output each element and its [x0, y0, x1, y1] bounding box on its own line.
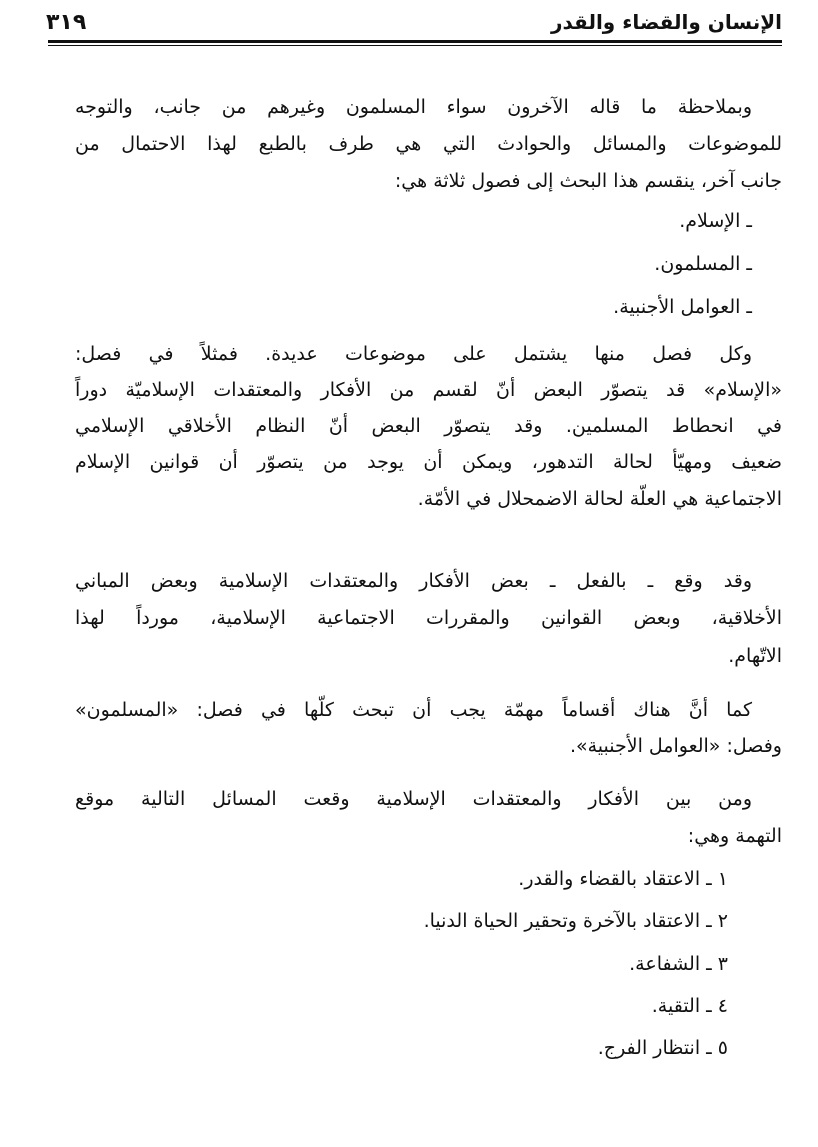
header-rule-thin [48, 45, 782, 46]
list-item: ٤ ـ التقية. [651, 995, 728, 1017]
list-item: ـ المسلمون. [654, 253, 752, 275]
list-item: ٢ ـ الاعتقاد بالآخرة وتحقير الحياة الدنيا. [423, 910, 728, 932]
page-number: ٣١٩ [46, 10, 87, 35]
text-line: الأخلاقية، وبعض القوانين والمقررات الاجتماعية الإسلامية، مورداً لهذا [75, 607, 782, 629]
list-item: ٣ ـ الشفاعة. [629, 953, 728, 975]
list-item: ٥ ـ انتظار الفرج. [597, 1037, 728, 1059]
text-line: ومن بين الأفكار والمعتقدات الإسلامية وقعت المسائل التالية موقع [75, 788, 752, 810]
list-item: ـ الإسلام. [679, 210, 752, 232]
text-line: التهمة وهي: [687, 825, 782, 847]
text-line: وبملاحظة ما قاله الآخرون سواء المسلمون وغيرهم من جانب، والتوجه [75, 96, 752, 118]
text-line: في انحطاط المسلمين. وقد يتصوّر البعض أنّ النظام الأخلاقي الإسلامي [75, 415, 782, 437]
list-item: ـ العوامل الأجنبية. [613, 296, 752, 318]
text-line: «الإسلام» قد يتصوّر البعض أنّ لقسم من الأفكار والمعتقدات الإسلاميّة دوراً [75, 379, 782, 401]
text-line: وفصل: «العوامل الأجنبية». [569, 735, 782, 757]
text-line: جانب آخر، ينقسم هذا البحث إلى فصول ثلاثة هي: [394, 170, 782, 192]
text-line: للموضوعات والمسائل والحوادث التي هي طرف بالطبع لهذا الاحتمال من [75, 133, 782, 155]
text-line: وكل فصل منها يشتمل على موضوعات عديدة. فمثلاً في فصل: [75, 343, 752, 365]
text-line: الاجتماعية هي العلّة لحالة الاضمحلال في الأمّة. [417, 488, 782, 510]
running-header-title: الإنسان والقضاء والقدر [550, 10, 782, 34]
text-line: كما أنَّ هناك أقساماً مهمّة يجب أن تبحث كلّها في فصل: «المسلمون» [75, 699, 752, 721]
text-line: ضعيف ومهيّأ لحالة التدهور، ويمكن أن يوجد من يتصوّر أن قوانين الإسلام [75, 451, 782, 473]
text-line: وقد وقع ـ بالفعل ـ بعض الأفكار والمعتقدات الإسلامية وبعض المباني [75, 570, 752, 592]
text-line: الاتّهام. [728, 645, 782, 667]
list-item: ١ ـ الاعتقاد بالقضاء والقدر. [518, 868, 728, 890]
header-rule [48, 40, 782, 43]
